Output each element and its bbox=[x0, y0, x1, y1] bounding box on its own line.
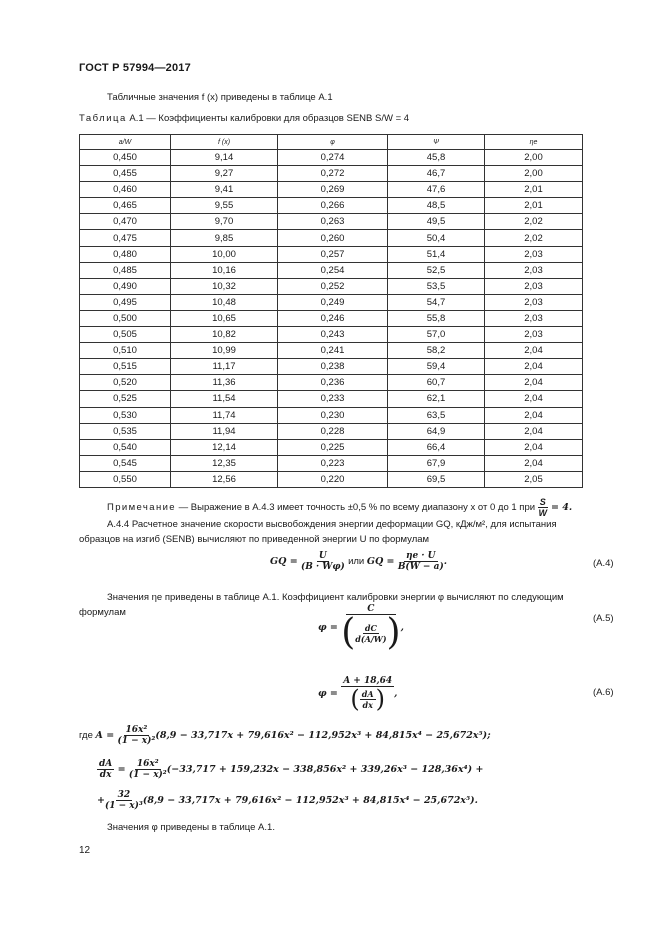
fraction-denominator: (1 − x)³ bbox=[104, 801, 143, 811]
table-cell: 52,5 bbox=[388, 262, 485, 278]
fraction-numerator: ηe · U bbox=[406, 551, 436, 561]
formula-a4-end: . bbox=[443, 556, 448, 567]
table-cell: 2,03 bbox=[485, 278, 583, 294]
table-cell: 58,2 bbox=[388, 343, 485, 359]
table-cell: 66,4 bbox=[388, 439, 485, 455]
table-cell: 9,55 bbox=[171, 198, 278, 214]
table-row bbox=[80, 375, 583, 391]
formula-a6-end: , bbox=[394, 688, 398, 699]
table-row bbox=[80, 214, 583, 230]
table-cell: 0,274 bbox=[278, 150, 388, 166]
fraction-denominator: B(W − a) bbox=[397, 562, 444, 572]
table-cell: 2,04 bbox=[485, 375, 583, 391]
table-cell: 9,14 bbox=[171, 150, 278, 166]
table-row bbox=[80, 150, 583, 166]
fraction-numerator: S bbox=[539, 497, 546, 507]
table-cell: 45,8 bbox=[388, 150, 485, 166]
table-cell: 0,225 bbox=[278, 439, 388, 455]
table-cell: 0,246 bbox=[278, 310, 388, 326]
table-row bbox=[80, 471, 583, 487]
table-cell: 2,03 bbox=[485, 327, 583, 343]
table-cell: 0,260 bbox=[278, 230, 388, 246]
table-cell: 60,7 bbox=[388, 375, 485, 391]
table-cell: 0,272 bbox=[278, 166, 388, 182]
table-cell: 10,99 bbox=[171, 343, 278, 359]
table-cell: 49,5 bbox=[388, 214, 485, 230]
table-note bbox=[107, 497, 572, 518]
table-cell: 10,00 bbox=[171, 246, 278, 262]
fraction-denominator bbox=[350, 687, 385, 711]
table-cell: 0,241 bbox=[278, 343, 388, 359]
fraction-denominator bbox=[341, 612, 401, 653]
table-row bbox=[80, 278, 583, 294]
fraction-numerator: U bbox=[318, 551, 327, 561]
fraction-denominator: dx bbox=[362, 699, 373, 710]
right-paren: ) bbox=[375, 685, 385, 713]
paragraph-a-4-4: А.4.4 Расчетное значение скорости высвобождения энергии деформации GQ, кДж/м², для испытания образцов на изгиб (SENB) вычисляют по приведенной энергии U по формулам bbox=[79, 519, 557, 545]
table-cell: 2,04 bbox=[485, 439, 583, 455]
formula-a5-fraction bbox=[341, 604, 400, 651]
note-text: — Выражение в А.4.3 имеет точность ±0,5 % по всему диапазону x от 0 до 1 при bbox=[176, 502, 538, 514]
table-cell: 0,263 bbox=[278, 214, 388, 230]
table-caption-label: Таблица bbox=[79, 113, 127, 124]
formula-a4-fraction-2 bbox=[398, 551, 444, 572]
note-label: Примечание bbox=[107, 502, 176, 514]
table-row bbox=[80, 423, 583, 439]
formula-a4 bbox=[270, 551, 447, 572]
table-row bbox=[80, 343, 583, 359]
where-prefix: где bbox=[79, 730, 96, 741]
column-header: ηe bbox=[485, 135, 583, 150]
inner-fraction bbox=[360, 689, 376, 710]
da-dx-fraction bbox=[97, 759, 114, 780]
table-cell: 57,0 bbox=[388, 327, 485, 343]
table-row bbox=[80, 407, 583, 423]
table-cell: 0,233 bbox=[278, 391, 388, 407]
formula-da-dx bbox=[97, 759, 483, 780]
fraction-denominator: (1 − x)² bbox=[128, 770, 167, 780]
fraction-numerator: dC bbox=[364, 622, 377, 633]
table-cell: 46,7 bbox=[388, 166, 485, 182]
table-cell: 2,04 bbox=[485, 455, 583, 471]
table-cell: 2,02 bbox=[485, 214, 583, 230]
fraction-numerator: dA bbox=[361, 688, 374, 699]
table-row bbox=[80, 327, 583, 343]
table-cell: 0,238 bbox=[278, 359, 388, 375]
fraction-numerator: A + 18,64 bbox=[343, 676, 393, 686]
table-cell: 0,545 bbox=[80, 455, 171, 471]
formula-a6 bbox=[318, 676, 397, 711]
table-cell: 48,5 bbox=[388, 198, 485, 214]
table-row bbox=[80, 359, 583, 375]
table-row bbox=[80, 198, 583, 214]
table-cell: 53,5 bbox=[388, 278, 485, 294]
table-cell: 0,243 bbox=[278, 327, 388, 343]
table-cell: 2,03 bbox=[485, 294, 583, 310]
cont-fraction bbox=[105, 790, 143, 811]
left-paren: ( bbox=[350, 685, 360, 713]
inner-fraction bbox=[355, 623, 386, 644]
table-cell: 11,94 bbox=[171, 423, 278, 439]
table-cell: 2,04 bbox=[485, 359, 583, 375]
formula-a5-end: , bbox=[400, 622, 404, 633]
formula-a6-lhs: φ = bbox=[318, 688, 338, 699]
table-row bbox=[80, 182, 583, 198]
intro-text: Табличные значения f (x) приведены в таблице А.1 bbox=[107, 92, 333, 103]
left-paren: ( bbox=[341, 612, 356, 653]
table-cell: 0,525 bbox=[80, 391, 171, 407]
table-cell: 11,36 bbox=[171, 375, 278, 391]
table-cell: 0,254 bbox=[278, 262, 388, 278]
table-cell: 0,460 bbox=[80, 182, 171, 198]
paragraph-eta-values: Значения ηe приведены в таблице А.1. Коэффициент калибровки энергии φ вычисляют по следующим формулам bbox=[79, 592, 564, 618]
table-cell: 0,455 bbox=[80, 166, 171, 182]
table-row bbox=[80, 310, 583, 326]
da-dx-coef-fraction bbox=[129, 759, 167, 780]
fraction-denominator: (1 − x)² bbox=[117, 736, 156, 746]
formula-a4-lhs: GQ = bbox=[270, 556, 298, 567]
table-cell: 0,535 bbox=[80, 423, 171, 439]
table-cell: 11,17 bbox=[171, 359, 278, 375]
fraction-numerator: 16x² bbox=[125, 725, 148, 735]
column-header: a/W bbox=[80, 135, 171, 150]
right-paren: ) bbox=[386, 612, 401, 653]
da-dx-body: (−33,717 + 159,232x − 338,856x² + 339,26x³ − 128,36x⁴) + bbox=[166, 764, 484, 775]
fraction-numerator: dA bbox=[99, 759, 113, 769]
table-header-row bbox=[80, 135, 583, 150]
paragraph-phi-values: Значения φ приведены в таблице А.1. bbox=[107, 822, 275, 833]
table-cell: 2,04 bbox=[485, 343, 583, 359]
table-cell: 0,236 bbox=[278, 375, 388, 391]
table-cell: 2,00 bbox=[485, 150, 583, 166]
table-row bbox=[80, 230, 583, 246]
table-cell: 2,04 bbox=[485, 407, 583, 423]
table-cell: 0,530 bbox=[80, 407, 171, 423]
where-lhs: A = bbox=[95, 730, 115, 741]
table-cell: 0,500 bbox=[80, 310, 171, 326]
table-cell: 2,03 bbox=[485, 246, 583, 262]
formula-where-a bbox=[79, 725, 491, 746]
table-cell: 0,480 bbox=[80, 246, 171, 262]
table-cell: 0,249 bbox=[278, 294, 388, 310]
where-body: (8,9 − 33,717x + 79,616x² − 112,952x³ + 84,815x⁴ − 25,672x⁵); bbox=[155, 730, 491, 741]
fraction-numerator: 16x² bbox=[136, 759, 159, 769]
table-cell: 9,70 bbox=[171, 214, 278, 230]
formula-a4-mid: GQ = bbox=[366, 556, 395, 567]
table-cell: 50,4 bbox=[388, 230, 485, 246]
note-fraction bbox=[538, 497, 548, 518]
table-cell: 0,495 bbox=[80, 294, 171, 310]
table-cell: 0,470 bbox=[80, 214, 171, 230]
cont-prefix: + bbox=[97, 795, 105, 806]
table-cell: 0,515 bbox=[80, 359, 171, 375]
formula-a4-fraction-1 bbox=[301, 551, 345, 572]
fraction-denominator: d(A/W) bbox=[355, 633, 387, 644]
table-row bbox=[80, 166, 583, 182]
formula-a5-lhs: φ = bbox=[318, 622, 338, 633]
table-cell: 2,05 bbox=[485, 471, 583, 487]
table-cell: 47,6 bbox=[388, 182, 485, 198]
table-cell: 67,9 bbox=[388, 455, 485, 471]
fraction-numerator: C bbox=[346, 604, 396, 615]
table-cell: 0,223 bbox=[278, 455, 388, 471]
formula-a5 bbox=[318, 604, 404, 651]
table-cell: 55,8 bbox=[388, 310, 485, 326]
table-cell: 0,505 bbox=[80, 327, 171, 343]
table-cell: 0,252 bbox=[278, 278, 388, 294]
where-fraction bbox=[117, 725, 155, 746]
table-cell: 0,228 bbox=[278, 423, 388, 439]
table-cell: 11,54 bbox=[171, 391, 278, 407]
table-cell: 10,82 bbox=[171, 327, 278, 343]
formula-a4-or: или bbox=[348, 556, 367, 567]
table-cell: 9,41 bbox=[171, 182, 278, 198]
table-row bbox=[80, 455, 583, 471]
fraction-numerator: 32 bbox=[117, 790, 131, 800]
table-cell: 12,35 bbox=[171, 455, 278, 471]
table-cell: 2,01 bbox=[485, 198, 583, 214]
equation-number-a6: (А.6) bbox=[593, 687, 614, 698]
table-cell: 0,230 bbox=[278, 407, 388, 423]
table-row bbox=[80, 391, 583, 407]
cont-body: (8,9 − 33,717x + 79,616x² − 112,952x³ + 84,815x⁴ − 25,672x⁵). bbox=[142, 795, 478, 806]
table-cell: 2,03 bbox=[485, 262, 583, 278]
table-row bbox=[80, 294, 583, 310]
table-cell: 2,01 bbox=[485, 182, 583, 198]
table-cell: 0,510 bbox=[80, 343, 171, 359]
fraction-denominator: (B · Wφ) bbox=[300, 562, 345, 572]
equation-number-a4: (А.4) bbox=[593, 558, 614, 569]
table-cell: 2,04 bbox=[485, 391, 583, 407]
fraction-denominator: dx bbox=[99, 770, 112, 780]
equation-number-a5: (А.5) bbox=[593, 613, 614, 624]
table-cell: 10,65 bbox=[171, 310, 278, 326]
document-header: ГОСТ Р 57994—2017 bbox=[79, 62, 191, 74]
table-cell: 2,04 bbox=[485, 423, 583, 439]
table-cell: 9,85 bbox=[171, 230, 278, 246]
table-cell: 0,257 bbox=[278, 246, 388, 262]
table-cell: 0,266 bbox=[278, 198, 388, 214]
table-row bbox=[80, 246, 583, 262]
table-cell: 2,00 bbox=[485, 166, 583, 182]
table-cell: 0,220 bbox=[278, 471, 388, 487]
table-cell: 0,475 bbox=[80, 230, 171, 246]
table-cell: 62,1 bbox=[388, 391, 485, 407]
table-cell: 51,4 bbox=[388, 246, 485, 262]
table-cell: 10,32 bbox=[171, 278, 278, 294]
table-cell: 0,465 bbox=[80, 198, 171, 214]
table-cell: 12,56 bbox=[171, 471, 278, 487]
calibration-table bbox=[79, 134, 583, 488]
table-row bbox=[80, 439, 583, 455]
table-row bbox=[80, 262, 583, 278]
table-cell: 0,520 bbox=[80, 375, 171, 391]
table-cell: 0,540 bbox=[80, 439, 171, 455]
table-cell: 9,27 bbox=[171, 166, 278, 182]
table-cell: 0,550 bbox=[80, 471, 171, 487]
table-cell: 69,5 bbox=[388, 471, 485, 487]
table-cell: 2,03 bbox=[485, 310, 583, 326]
table-caption bbox=[79, 113, 409, 124]
table-cell: 0,485 bbox=[80, 262, 171, 278]
table-cell: 12,14 bbox=[171, 439, 278, 455]
note-tail: = 4. bbox=[547, 502, 573, 514]
table-cell: 0,450 bbox=[80, 150, 171, 166]
table-cell: 63,5 bbox=[388, 407, 485, 423]
table-cell: 64,9 bbox=[388, 423, 485, 439]
table-cell: 54,7 bbox=[388, 294, 485, 310]
table-cell: 0,490 bbox=[80, 278, 171, 294]
formula-a6-fraction bbox=[341, 676, 394, 711]
table-cell: 10,16 bbox=[171, 262, 278, 278]
column-header: f (x) bbox=[171, 135, 278, 150]
table-cell: 2,02 bbox=[485, 230, 583, 246]
page-number: 12 bbox=[79, 845, 91, 856]
column-header: Ψ bbox=[388, 135, 485, 150]
table-caption-text: А.1 — Коэффициенты калибровки для образцов SENB S/W = 4 bbox=[126, 113, 410, 124]
table-cell: 0,269 bbox=[278, 182, 388, 198]
column-header: φ bbox=[278, 135, 388, 150]
da-dx-eq: = bbox=[114, 764, 129, 775]
formula-da-dx-cont bbox=[97, 790, 478, 811]
fraction-denominator: W bbox=[538, 508, 547, 518]
table-cell: 59,4 bbox=[388, 359, 485, 375]
table-cell: 10,48 bbox=[171, 294, 278, 310]
table-cell: 11,74 bbox=[171, 407, 278, 423]
